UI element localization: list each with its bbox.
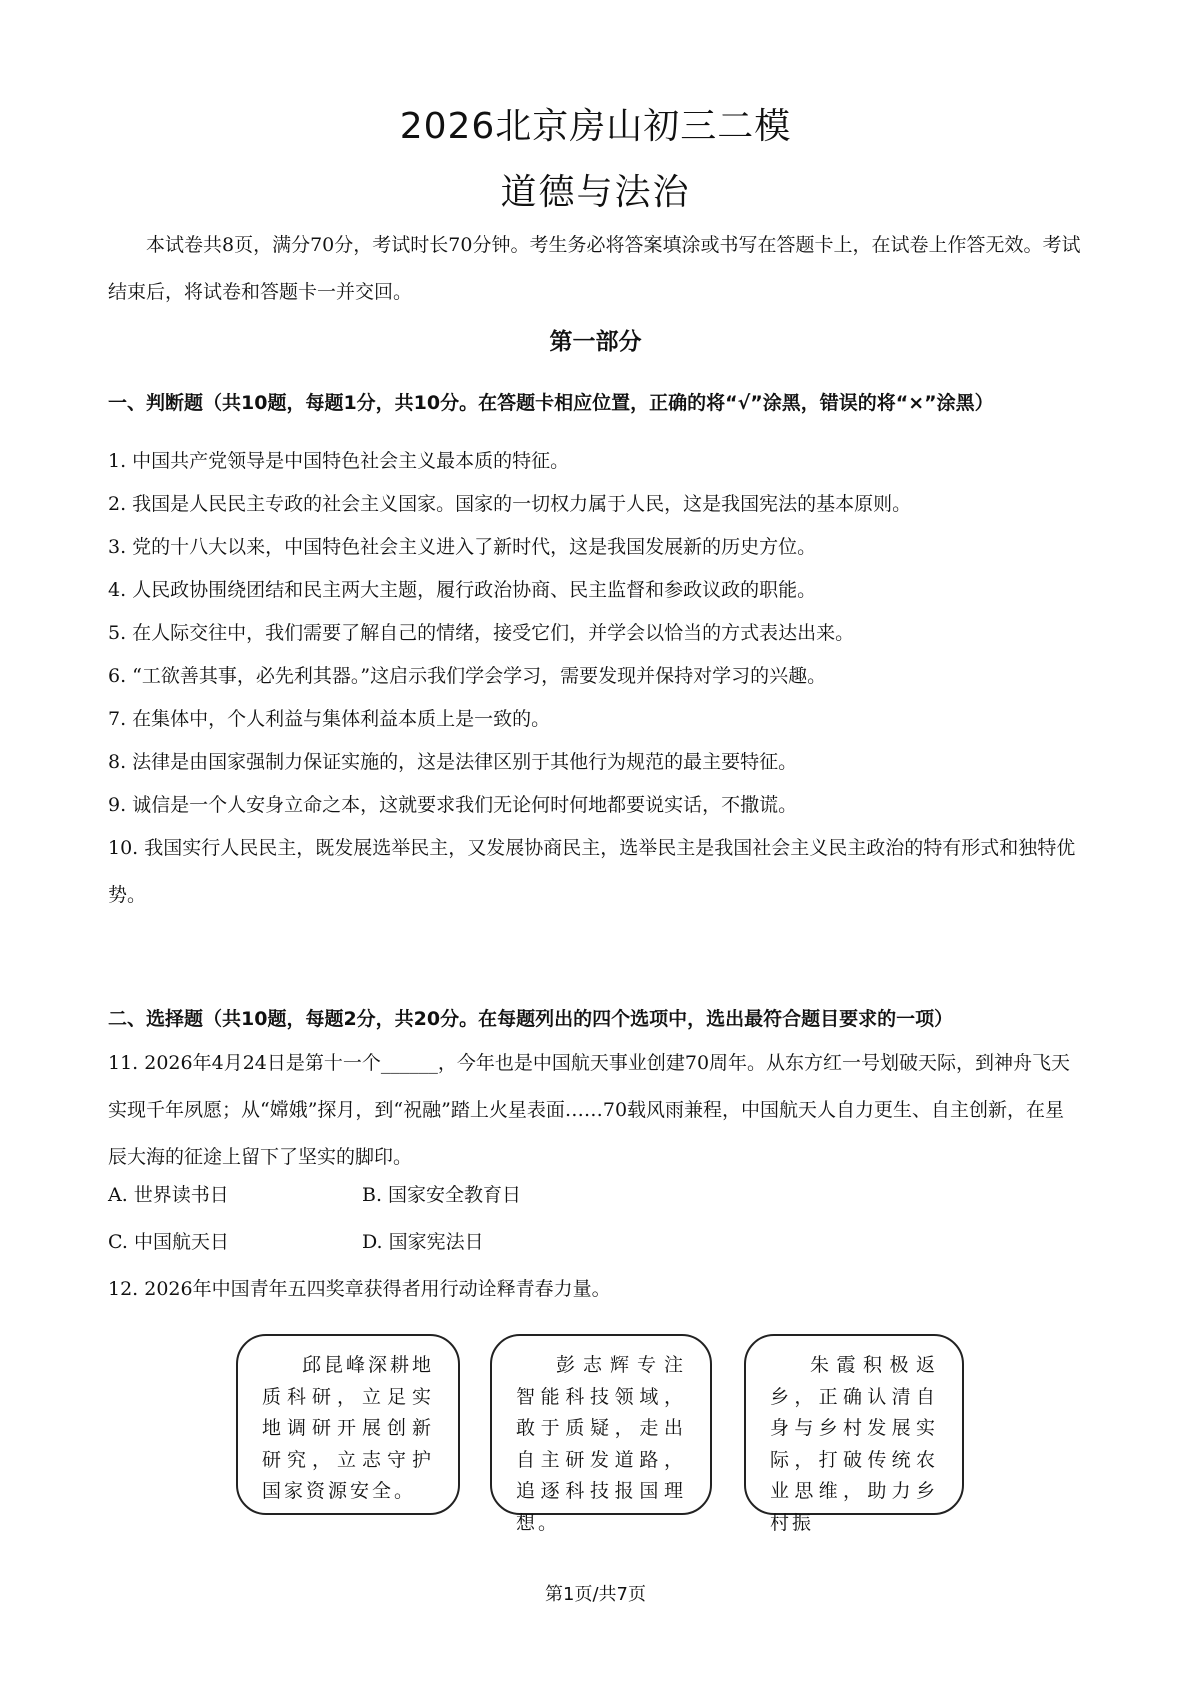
true-false-item: 3. 党的十八大以来，中国特色社会主义进入了新时代，这是我国发展新的历史方位。 xyxy=(108,536,817,558)
true-false-item: 5. 在人际交往中，我们需要了解自己的情绪，接受它们，并学会以恰当的方式表达出来。 xyxy=(108,622,855,644)
true-false-item: 6. “工欲善其事，必先利其器。”这启示我们学会学习，需要发现并保持对学习的兴趣。 xyxy=(108,665,827,687)
option-d: D. 国家宪法日 xyxy=(362,1231,484,1253)
true-false-item: 8. 法律是由国家强制力保证实施的，这是法律区别于其他行为规范的最主要特征。 xyxy=(108,751,798,773)
subject-title: 道德与法治 xyxy=(500,172,691,213)
option-b: B. 国家安全教育日 xyxy=(362,1184,522,1206)
profile-card: 朱霞积极返乡，正确认清自身与乡村发展实际，打破传统农业思维，助力乡村振 xyxy=(744,1334,964,1515)
true-false-item: 7. 在集体中，个人利益与集体利益本质上是一致的。 xyxy=(108,708,551,730)
profile-card: 邱昆峰深耕地质科研，立足实地调研开展创新研究，立志守护国家资源安全。 xyxy=(236,1334,460,1515)
true-false-item: 4. 人民政协围绕团结和民主两大主题，履行政治协商、民主监督和参政议政的职能。 xyxy=(108,579,817,601)
exam-title: 2026北京房山初三二模 xyxy=(399,106,792,147)
question-12-stem: 12. 2026年中国青年五四奖章获得者用行动诠释青春力量。 xyxy=(108,1278,611,1300)
option-c: C. 中国航天日 xyxy=(108,1231,229,1253)
part-title: 第一部分 xyxy=(549,329,642,355)
section1-heading: 一、判断题（共10题，每题1分，共10分。在答题卡相应位置，正确的将“√”涂黑，错误的将“×”涂黑） xyxy=(108,392,994,414)
true-false-item: 1. 中国共产党领导是中国特色社会主义最本质的特征。 xyxy=(108,450,570,472)
true-false-item: 10. 我国实行人民民主，既发展选举民主，又发展协商民主，选举民主是我国社会主义民主政治的特有形式和独特优势。 xyxy=(108,837,1076,906)
section2-heading: 二、选择题（共10题，每题2分，共20分。在每题列出的四个选项中，选出最符合题目要求的一项） xyxy=(108,1008,954,1030)
true-false-item: 2. 我国是人民民主专政的社会主义国家。国家的一切权力属于人民，这是我国宪法的基本原则。 xyxy=(108,493,912,515)
page-number: 第1页/共7页 xyxy=(545,1584,646,1605)
profile-card: 彭志辉专注智能科技领域，敢于质疑，走出自主研发道路，追逐科技报国理想。 xyxy=(490,1334,712,1515)
exam-instructions: 本试卷共8页，满分70分，考试时长70分钟。考生务必将答案填涂或书写在答题卡上，在试卷上作答无效。考试结束后，将试卷和答题卡一并交回。 xyxy=(108,234,1081,303)
question-11-stem: 11. 2026年4月24日是第十一个______，今年也是中国航天事业创建70周年。从东方红一号划破天际，到神舟飞天实现千年夙愿；从“嫦娥”探月，到“祝融”踏上火星表面……70载风雨兼程，中国航天人自力更生、自主创新，在星辰大海的征途上留下了坚实的脚印。 xyxy=(108,1052,1071,1168)
true-false-item: 9. 诚信是一个人安身立命之本，这就要求我们无论何时何地都要说实话，不撒谎。 xyxy=(108,794,798,816)
option-a: A. 世界读书日 xyxy=(108,1184,229,1206)
